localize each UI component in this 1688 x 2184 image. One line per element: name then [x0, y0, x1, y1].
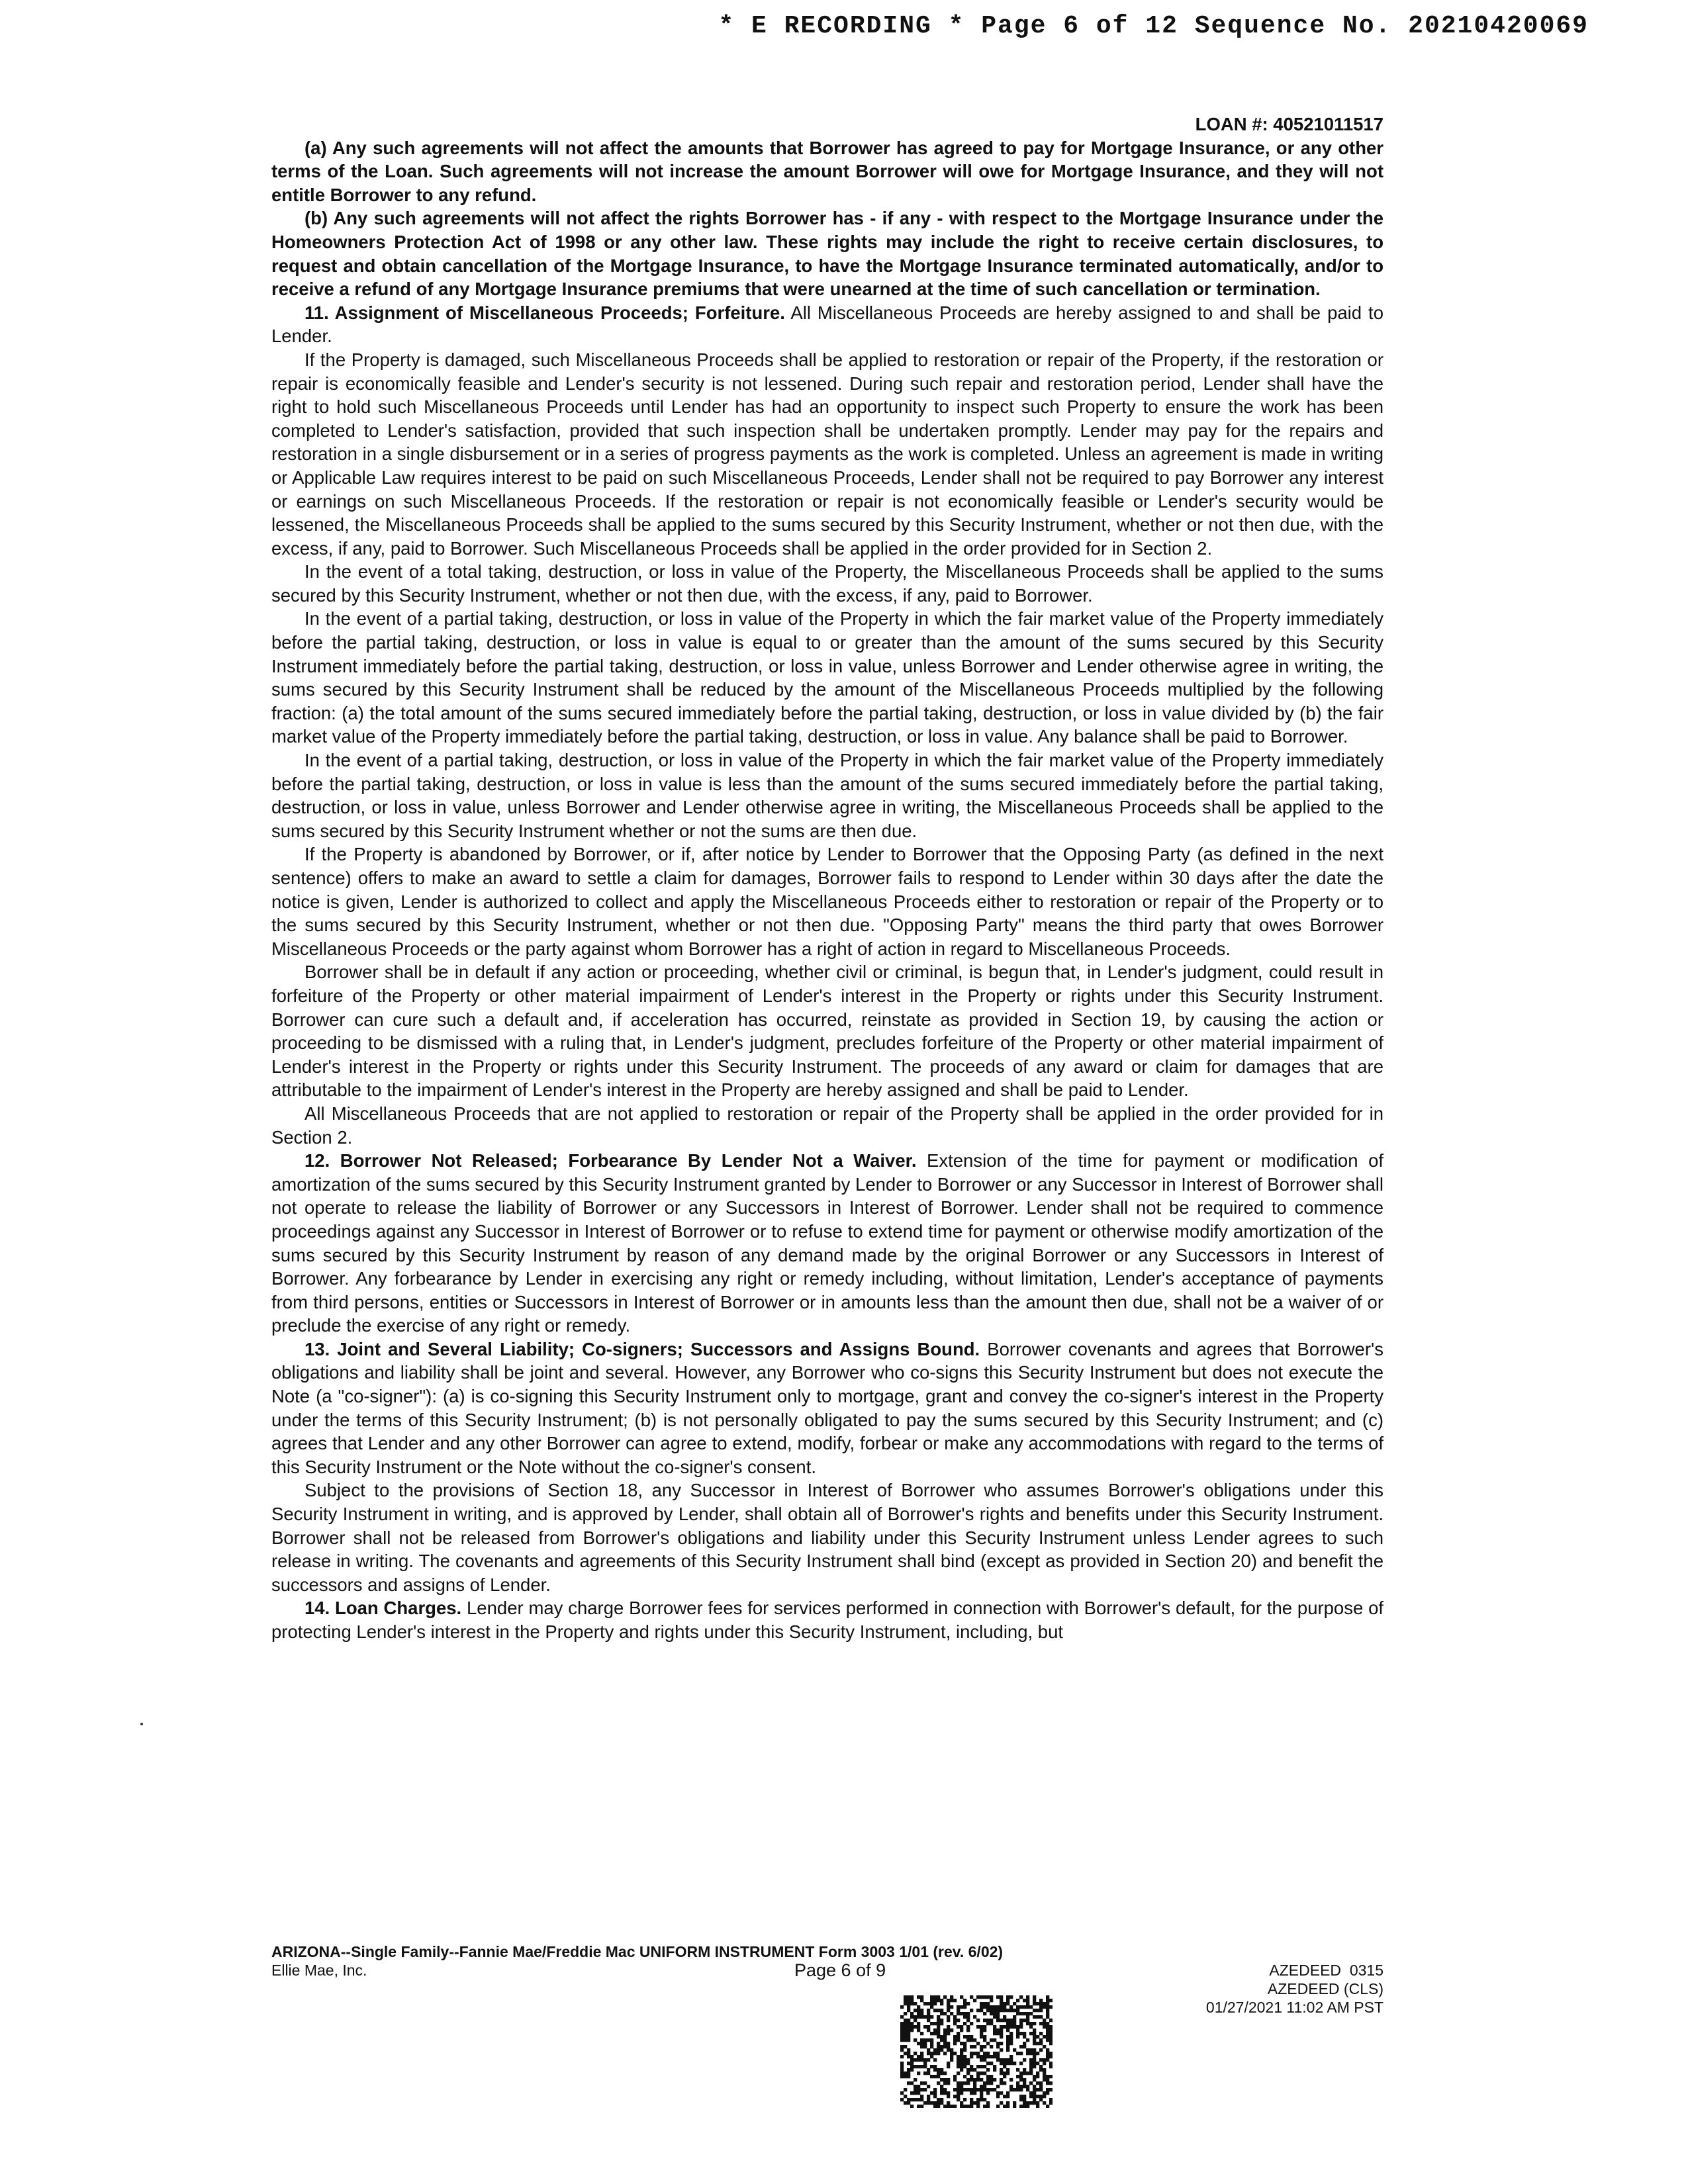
print-timestamp: 01/27/2021 11:02 AM PST — [1205, 1999, 1383, 2016]
section-12 — [271, 1149, 1383, 1338]
paragraph-text: In the event of a partial taking, destruction, or loss in value of the Property in which the fair market value of the Property immediately before the partial taking, destruction, or loss in value is equal to or greater than the amount of the sums secured by this Security Instrument immediately before the partial taking, destruction, or loss in value, unless Borrower and Lender otherwise agree in writing, the sums secured by this Security Instrument shall be reduced by the amount of the Miscellaneous Proceeds multiplied by the following fraction: (a) the total amount of the sums secured immediately before the partial taking, destruction, or loss in value divided by (b) the fair market value of the Property immediately before the partial taking, destruction, or loss in value. Any balance shall be paid to Borrower. — [271, 608, 1383, 747]
paragraph-text: In the event of a total taking, destruction, or loss in value of the Property, the Miscellaneous Proceeds shall be applied to the sums secured by this Security Instrument, whether or not then due, with the excess, if any, paid to Borrower. — [271, 561, 1383, 606]
paragraph-text: Borrower covenants and agrees that Borrower's obligations and liability shall be joint and several. However, any Borrower who co-signs this Security Instrument but does not execute the Note (a "co-signer"): (a) is co-signing this Security Instrument only to mortgage, grant and convey the co-signer's interest in the Property under the terms of this Security Instrument; (b) is not personally obligated to pay the sums secured by this Security Instrument; and (c) agrees that Lender and any other Borrower can agree to extend, modify, forbear or make any accommodations with regard to the terms of this Security Instrument or the Note without the co-signer's consent. — [271, 1338, 1384, 1477]
document-body — [271, 113, 1383, 1644]
footer-left — [271, 1942, 1132, 1979]
paragraph — [271, 136, 1383, 207]
footer-codes — [1206, 1961, 1383, 2017]
section-heading: 13. Joint and Several Liability; Co-signers; Successors and Assigns Bound. — [305, 1338, 980, 1359]
scan-speck — [140, 1723, 143, 1725]
paragraph-text: If the Property is damaged, such Miscellaneous Proceeds shall be applied to restoration or repair of the Property, if the restoration or repair is economically feasible and Lender's security is not lessened. During such repair and restoration period, Lender shall have the right to hold such Miscellaneous Proceeds until Lender has had an opportunity to inspect such Property to ensure the work has been completed to Lender's satisfaction, provided that such inspection shall be undertaken promptly. Lender may pay for the repairs and restoration in a single disbursement or in a series of progress payments as the work is completed. Unless an agreement is made in writing or Applicable Law requires interest to be paid on such Miscellaneous Proceeds, Lender shall not be required to pay Borrower any interest or earnings on such Miscellaneous Proceeds. If the restoration or repair is not economically feasible or Lender's security would be lessened, the Miscellaneous Proceeds shall be applied to the sums secured by this Security Instrument, whether or not then due, with the excess, if any, paid to Borrower. Such Miscellaneous Proceeds shall be applied in the order provided for in Section 2. — [271, 349, 1383, 559]
loan-number: LOAN #: 40521011517 — [1195, 114, 1383, 134]
paragraph-text: (b) Any such agreements will not affect the rights Borrower has - if any - with respect to the Mortgage Insurance under the Homeowners Protection Act of 1998 or any other law. These rights may include the right to receive certain disclosures, to request and obtain cancellation of the Mortgage Insurance, to have the Mortgage Insurance terminated automatically, and/or to receive a refund of any Mortgage Insurance premiums that were unearned at the time of such cancellation or termination. — [271, 208, 1383, 300]
paragraph — [271, 1479, 1383, 1596]
paragraph-text: (a) Any such agreements will not affect the amounts that Borrower has agreed to pay for Mortgage Insurance, or any other terms of the Loan. Such agreements will not increase the amount Borrower will owe for Mortgage Insurance, and they will not entitle Borrower to any refund. — [271, 137, 1383, 205]
section-heading: 12. Borrower Not Released; Forbearance By Lender Not a Waiver. — [305, 1150, 917, 1171]
section-14 — [271, 1596, 1383, 1643]
qr-code — [900, 1995, 1053, 2108]
paragraph-text: Subject to the provisions of Section 18, any Successor in Interest of Borrower who assumes Borrower's obligations under this Security Instrument in writing, and is approved by Lender, shall obtain all of Borrower's rights and benefits under this Security Instrument. Borrower shall not be released from Borrower's obligations and liability under this Security Instrument unless Lender agrees to such release in writing. The covenants and agreements of this Security Instrument shall bind (except as provided in Section 20) and benefit the successors and assigns of Lender. — [271, 1480, 1383, 1595]
page-number: Page 6 of 9 — [794, 1960, 886, 1980]
paragraph — [271, 842, 1383, 960]
paragraph — [271, 1102, 1383, 1149]
recording-banner: * E RECORDING * Page 6 of 12 Sequence No. 20210420069 — [718, 12, 1589, 40]
paragraph-text: All Miscellaneous Proceeds are hereby assigned to and shall be paid to Lender. — [271, 302, 1383, 347]
paragraph-text: Extension of the time for payment or modification of amortization of the sums secured by this Security Instrument granted by Lender to Borrower or any Successor in Interest of Borrower shall not operate to release the liability of Borrower or any Successors in Interest of Borrower. Lender shall not be required to commence proceedings against any Successor in Interest of Borrower or to refuse to extend time for payment or otherwise modify amortization of the sums secured by this Security Instrument by reason of any demand made by the original Borrower or any Successors in Interest of Borrower. Any forbearance by Lender in exercising any right or remedy including, without limitation, Lender's acceptance of payments from third persons, entities or Successors in Interest of Borrower or in amounts less than the amount then due, shall not be a waiver of or preclude the exercise of any right or remedy. — [271, 1150, 1384, 1336]
form-line: ARIZONA--Single Family--Fannie Mae/Freddie Mac UNIFORM INSTRUMENT Form 3003 1/01 (rev. 6/02) — [271, 1943, 1004, 1960]
paragraph — [271, 206, 1383, 300]
paragraph-text: In the event of a partial taking, destruction, or loss in value of the Property in which the fair market value of the Property immediately before the partial taking, destruction, or loss in value is less than the amount of the sums secured immediately before the partial taking, destruction, or loss in value, unless Borrower and Lender otherwise agree in writing, the Miscellaneous Proceeds shall be applied to the sums secured by this Security Instrument whether or not the sums are then due. — [271, 750, 1383, 841]
company-name: Ellie Mae, Inc. — [271, 1962, 367, 1979]
paragraph — [271, 348, 1383, 560]
form-code-cls: AZEDEED (CLS) — [1267, 1980, 1383, 1997]
paragraph-text: All Miscellaneous Proceeds that are not applied to restoration or repair of the Property shall be applied in the order provided for in Section 2. — [271, 1103, 1383, 1148]
section-heading: 14. Loan Charges. — [305, 1598, 462, 1619]
paragraph — [271, 607, 1383, 749]
form-code: AZEDEED 0315 — [1269, 1962, 1383, 1979]
section-11 — [271, 301, 1383, 348]
paragraph — [271, 560, 1383, 607]
paragraph-text: Borrower shall be in default if any action or proceeding, whether civil or criminal, is begun that, in Lender's judgment, could result in forfeiture of the Property or other material impairment of Lender's interest in the Property or rights under this Security Instrument. Borrower can cure such a default and, if acceleration has occurred, reinstate as provided in Section 19, by causing the action or proceeding to be dismissed with a ruling that, in Lender's judgment, precludes forfeiture of the Property or other material impairment of Lender's interest in the Property or rights under this Security Instrument. The proceeds of any award or claim for damages that are attributable to the impairment of Lender's interest in the Property are hereby assigned and shall be paid to Lender. — [271, 962, 1383, 1101]
paragraph-text: Lender may charge Borrower fees for services performed in connection with Borrower's default, for the purpose of protecting Lender's interest in the Property and rights under this Security Instrument, including, but — [271, 1598, 1384, 1642]
section-heading: 11. Assignment of Miscellaneous Proceeds; Forfeiture. — [305, 302, 785, 323]
section-13 — [271, 1338, 1383, 1479]
paragraph — [271, 960, 1383, 1102]
paragraph-text: If the Property is abandoned by Borrower, or if, after notice by Lender to Borrower that the Opposing Party (as defined in the next sentence) offers to make an award to settle a claim for damages, Borrower fails to respond to Lender within 30 days after the date the notice is given, Lender is authorized to collect and apply the Miscellaneous Proceeds either to restoration or repair of the Property or to the sums secured by this Security Instrument, whether or not then due. "Opposing Party" means the third party that owes Borrower Miscellaneous Proceeds or the party against whom Borrower has a right of action in regard to Miscellaneous Proceeds. — [271, 844, 1383, 959]
paragraph — [271, 749, 1383, 842]
